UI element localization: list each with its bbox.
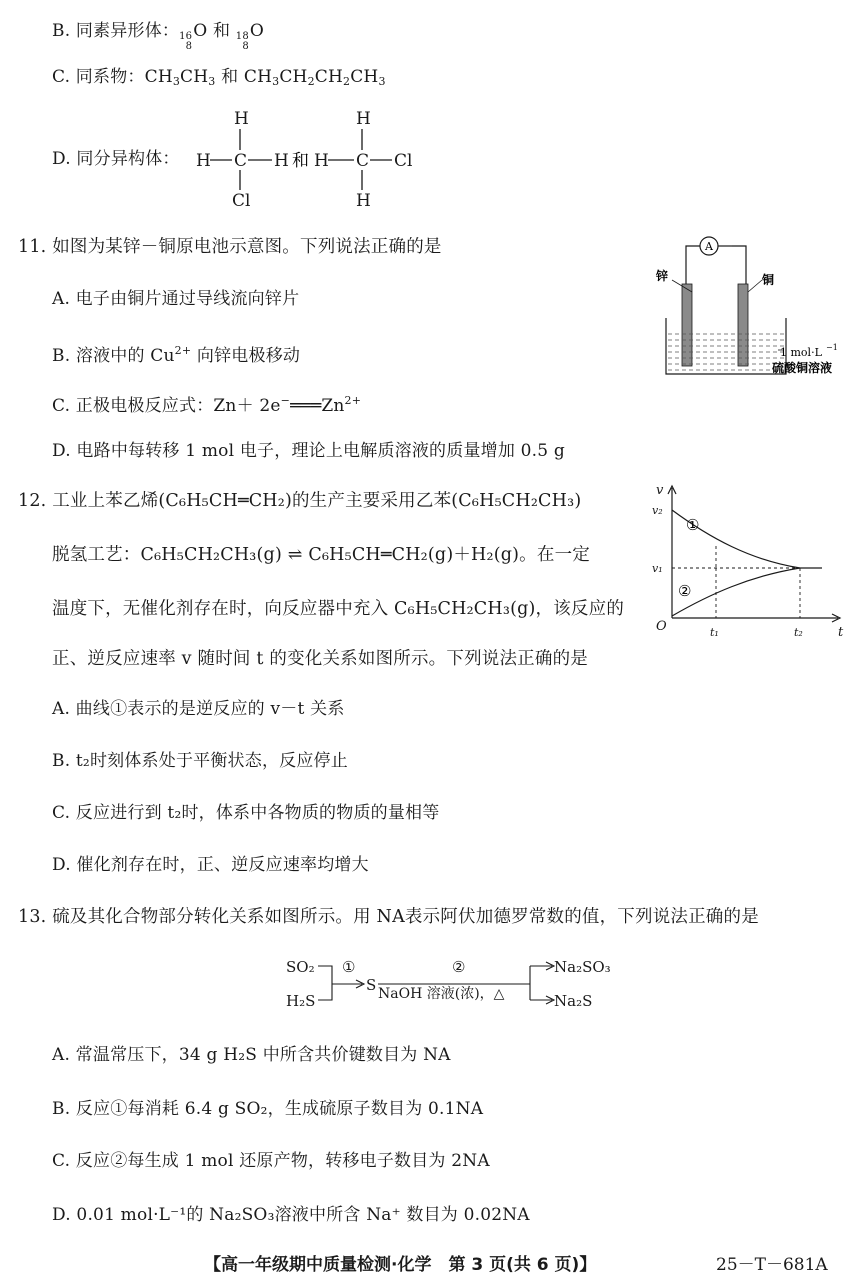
svg-text:t₂: t₂ <box>794 626 803 639</box>
q11-stem: 11. 如图为某锌－铜原电池示意图。下列说法正确的是 <box>18 237 442 257</box>
svg-text:和: 和 <box>292 151 309 171</box>
svg-text:①: ① <box>342 958 356 976</box>
q11-option-d: D. 电路中每转移 1 mol 电子，理论上电解质溶液的质量增加 0.5 g <box>52 441 565 461</box>
svg-text:C: C <box>356 151 370 171</box>
galvanic-cell-figure <box>654 234 850 382</box>
svg-text:v₂: v₂ <box>652 504 663 517</box>
q11-option-c: C. 正极电极反应式：$Zn+ 2e^-═══Zn^{2+}$ <box>52 394 362 416</box>
q11-option-a: A. 电子由铜片通过导线流向锌片 <box>52 289 300 309</box>
svg-text:C: C <box>234 151 248 171</box>
svg-text:H: H <box>314 151 329 171</box>
svg-text:A: A <box>705 240 713 253</box>
q12-option-c: C. 反应进行到 t₂时，体系中各物质的物质的量相等 <box>52 803 440 823</box>
atom: H <box>234 109 249 129</box>
q13-option-d: D. 0.01 mol·L⁻¹的 Na₂SO₃溶液中所含 Na⁺ 数目为 0.02NA <box>52 1205 530 1225</box>
svg-text:②: ② <box>452 958 466 976</box>
svg-text:铜: 铜 <box>762 273 775 287</box>
svg-text:Cl: Cl <box>232 191 251 211</box>
q10-option-c: C. 同系物：$CH_3CH_3$ 和 $CH_3CH_2CH_2CH_3$ <box>52 67 386 88</box>
svg-text:t₁: t₁ <box>710 626 719 639</box>
q13-option-b: B. 反应①每消耗 6.4 g SO₂，生成硫原子数目为 0.1NA <box>52 1099 484 1119</box>
q12-option-b: B. t₂时刻体系处于平衡状态，反应停止 <box>52 751 348 771</box>
svg-text:v₁: v₁ <box>652 562 663 575</box>
q12-stem-line3: 温度下，无催化剂存在时，向反应器中充入 C₆H₅CH₂CH₃(g)，该反应的 <box>52 599 625 619</box>
q12-option-a: A. 曲线①表示的是逆反应的 v－t 关系 <box>52 699 345 719</box>
page-footer: 【高一年级期中质量检测·化学 第 3 页(共 6 页)】 <box>204 1255 597 1275</box>
exam-code: 25－T－681A <box>716 1255 828 1275</box>
q11-option-b: B. 溶液中的 $Cu^{2+}$ 向锌电极移动 <box>52 344 301 366</box>
svg-text:硫酸铜溶液: 硫酸铜溶液 <box>772 361 833 375</box>
svg-text:Na₂SO₃: Na₂SO₃ <box>554 958 611 976</box>
q13-option-a: A. 常温常压下，34 g H₂S 中所含共价键数目为 NA <box>52 1045 451 1065</box>
svg-text:−1: −1 <box>826 343 838 352</box>
svg-text:H: H <box>274 151 289 171</box>
svg-text:SO₂: SO₂ <box>286 958 315 976</box>
q12-stem-line2: 脱氢工艺：C₆H₅CH₂CH₃(g) ⇌ C₆H₅CH═CH₂(g)＋H₂(g)。在一定 <box>52 545 590 565</box>
svg-text:H: H <box>196 151 211 171</box>
svg-text:t: t <box>838 625 844 640</box>
svg-text:O: O <box>656 619 667 634</box>
svg-text:H: H <box>356 109 371 129</box>
svg-text:1 mol·L: 1 mol·L <box>780 346 822 359</box>
q10-option-d: D. 同分异构体： <box>52 149 180 169</box>
rate-time-graph <box>650 480 850 640</box>
q13-stem: 13. 硫及其化合物部分转化关系如图所示。用 NA表示阿伏加德罗常数的值，下列说法正确的是 <box>18 907 759 927</box>
svg-text:Na₂S: Na₂S <box>554 992 593 1010</box>
svg-text:v: v <box>656 483 664 498</box>
svg-text:H₂S: H₂S <box>286 992 316 1010</box>
q12-option-d: D. 催化剂存在时，正、逆反应速率均增大 <box>52 855 369 875</box>
q10-option-b: B. 同素异形体： 16 8 O 和 18 8 O <box>52 21 265 52</box>
q12-stem-line4: 正、逆反应速率 v 随时间 t 的变化关系如图所示。下列说法正确的是 <box>52 649 588 669</box>
svg-text:H: H <box>356 191 371 211</box>
sulfur-conversion-scheme <box>280 950 620 1020</box>
svg-text:①: ① <box>686 516 700 534</box>
svg-text:锌: 锌 <box>656 269 669 283</box>
svg-text:NaOH 溶液(浓)，△: NaOH 溶液(浓)，△ <box>378 986 505 1002</box>
q13-option-c: C. 反应②每生成 1 mol 还原产物，转移电子数目为 2NA <box>52 1151 490 1171</box>
svg-text:S: S <box>366 976 377 994</box>
q12-stem-line1: 12. 工业上苯乙烯(C₆H₅CH═CH₂)的生产主要采用乙苯(C₆H₅CH₂CH₃) <box>18 491 582 511</box>
svg-text:Cl: Cl <box>394 151 413 171</box>
svg-text:②: ② <box>678 582 692 600</box>
isomer-structures <box>190 106 420 212</box>
